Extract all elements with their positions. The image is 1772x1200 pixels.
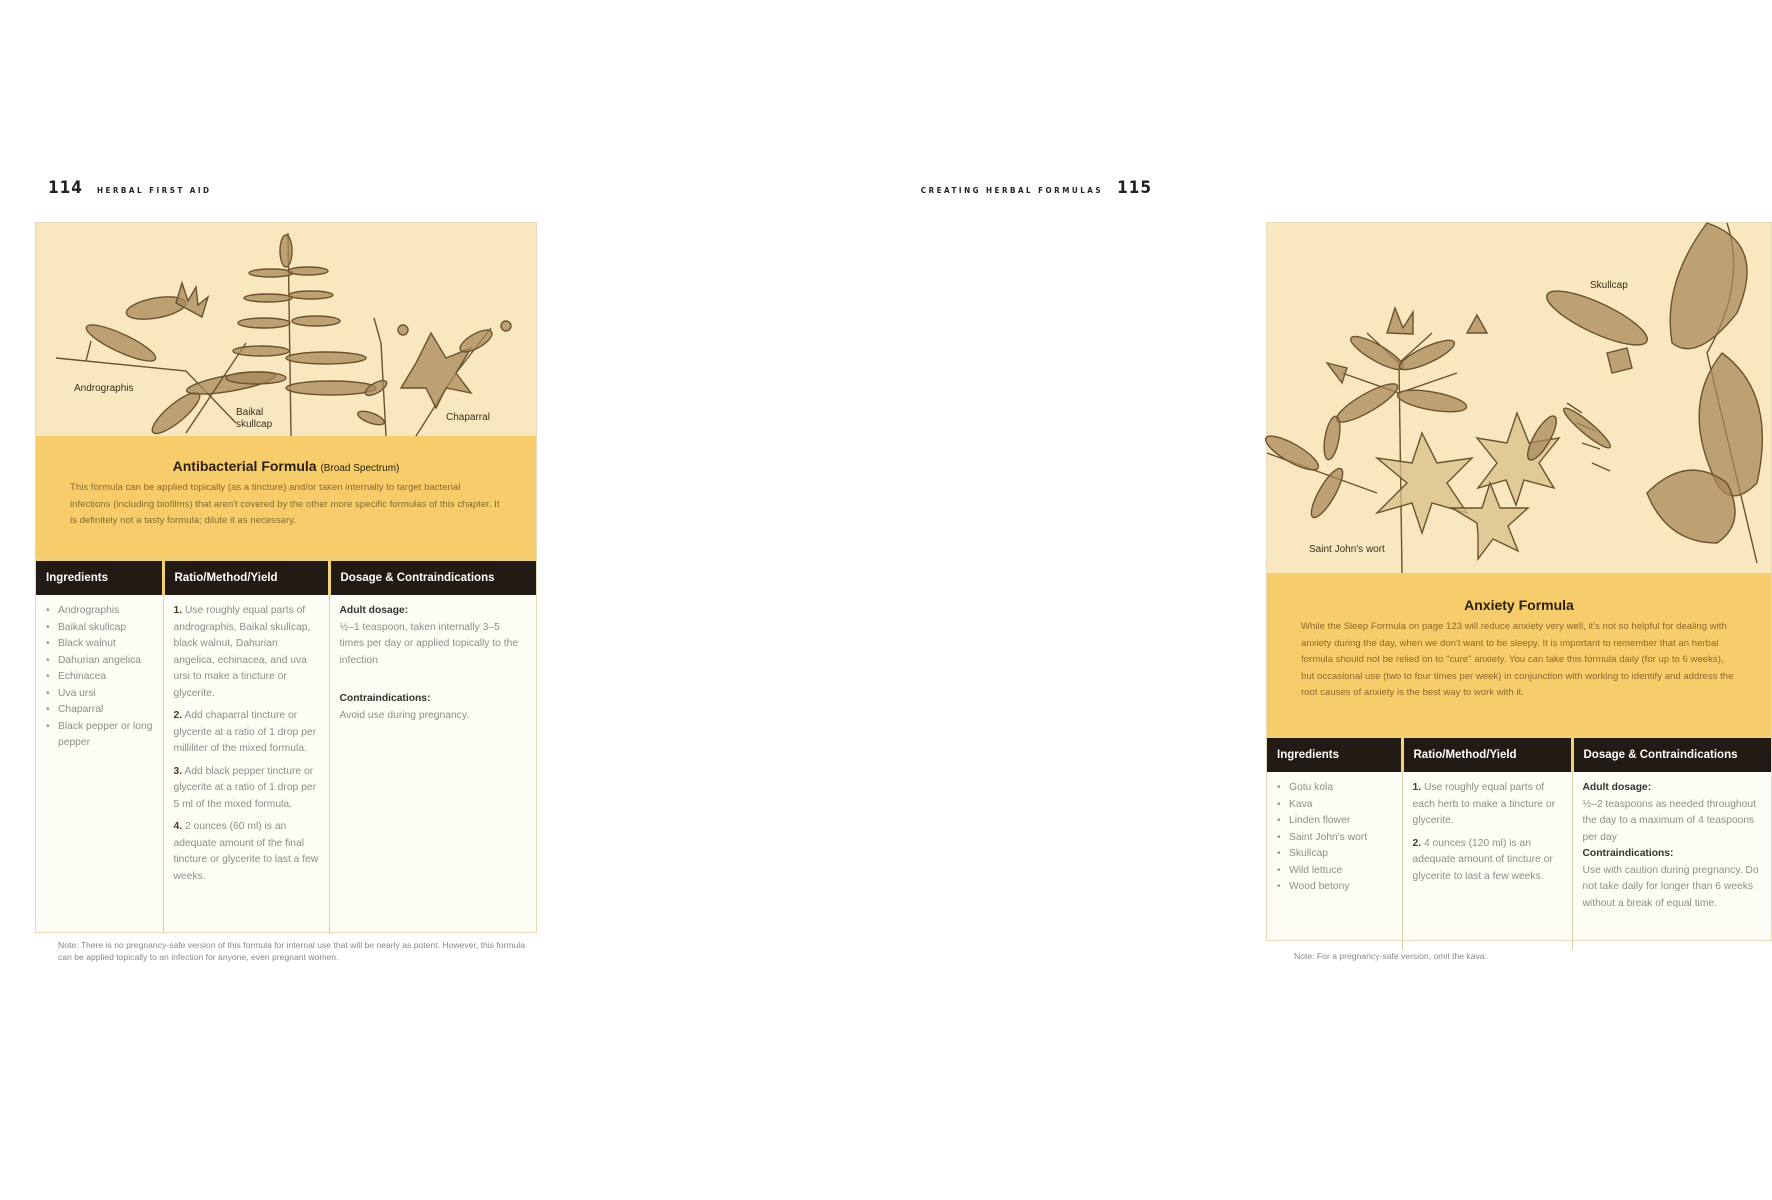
formula-table [36, 558, 536, 934]
botanical-illustration [36, 223, 536, 436]
method-step: 3. Add black pepper tincture or glycerite at a ratio of 1 drop per 5 ml of the mixed formula. [173, 765, 317, 810]
list-item: • Echinacea [46, 669, 153, 686]
method-step: 1. Use roughly equal parts of andrographis, Baikal skullcap, black walnut, Dahurian angelica, echinacea, and uva ursi to make a tincture or glycerite. [173, 605, 311, 699]
dosage-text: ½–2 teaspoons as needed throughout the day to a maximum of 4 teaspoons per day [1582, 798, 1756, 843]
list-item: • Baikal skullcap [46, 620, 153, 637]
column-header-ingredients: Ingredients [36, 560, 163, 596]
illustration-label: Saint John's wort [1309, 544, 1385, 555]
method-cell [1402, 772, 1572, 950]
column-header-ingredients: Ingredients [1267, 737, 1402, 773]
ingredients-cell [36, 595, 163, 934]
method-step: 2. 4 ounces (120 ml) is an adequate amount of tincture or glycerite to last a few weeks. [1412, 837, 1553, 882]
antibacterial-formula-card [35, 222, 537, 933]
list-item: • Wild lettuce [1277, 863, 1392, 880]
botanical-illustration [1267, 223, 1771, 573]
ingredients-list [46, 603, 153, 752]
list-item: • Saint John's wort [1277, 830, 1392, 847]
illustration-label: Chaparral [446, 412, 490, 423]
list-item: • Wood betony [1277, 879, 1392, 896]
list-item: • Black walnut [46, 636, 153, 653]
illustration-label: Skullcap [1590, 280, 1628, 291]
formula-subtitle: (Broad Spectrum) [320, 463, 400, 474]
anxiety-formula-card [1266, 222, 1772, 941]
method-step: 4. 2 ounces (60 ml) is an adequate amount of the final tincture or glycerite to last a few weeks. [173, 821, 319, 882]
list-item: • Kava [1277, 797, 1392, 814]
running-head-text: CREATING HERBAL FORMULAS [920, 186, 1104, 195]
dosage-cell [1572, 772, 1771, 950]
list-item: • Gotu kola [1277, 780, 1392, 797]
list-item: • Chaparral [46, 702, 153, 719]
dosage-text: ½–1 teaspoon, taken internally 3–5 times per day or applied topically to the infection [339, 621, 519, 666]
running-head-right [921, 178, 1152, 198]
dosage-label: Adult dosage: [1582, 782, 1652, 793]
column-header-ratio: Ratio/Method/Yield [163, 560, 329, 596]
formula-title: Anxiety Formula [1464, 597, 1574, 613]
footnote: Note: There is no pregnancy-safe version of this formula for internal use that will be nearly as potent. However, this formula can be applied topically to an infection for anyone, even pregnant women. [58, 940, 525, 962]
illustration-label: Andrographis [74, 383, 134, 394]
formula-title-text: Antibacterial Formula [172, 458, 317, 474]
plant-drawing-icon [1267, 223, 1771, 573]
formula-header-band [1267, 573, 1771, 735]
list-item: • Andrographis [46, 603, 153, 620]
list-item: • Skullcap [1277, 846, 1392, 863]
page-number: 115 [1117, 178, 1152, 198]
footnote: Note: For a pregnancy-safe version, omit the kava. [1294, 951, 1487, 961]
formula-header-band [36, 436, 536, 558]
method-step: 2. Add chaparral tincture or glycerite at a ratio of 1 drop per milliliter of the mixed formula. [173, 710, 317, 754]
column-header-dosage: Dosage & Contraindications [1572, 737, 1771, 773]
ingredients-list [1277, 780, 1392, 896]
formula-title [70, 458, 502, 474]
list-item: • Dahurian angelica [46, 653, 153, 670]
contraindications-text: Use with caution during pregnancy. Do not take daily for longer than 6 weeks without a break of equal time. [1582, 864, 1759, 909]
formula-description: This formula can be applied topically (as a tincture) and/or taken internally to target bacterial infections (including biofilms) that aren't covered by the other more specific formulas of this chapter. It is definitely not a tasty formula; dilute it as necessary. [70, 482, 500, 526]
dosage-cell [329, 595, 536, 934]
illustration-label: Baikal skullcap [236, 407, 273, 430]
running-head-text: HERBAL FIRST AID [96, 186, 212, 195]
formula-table [1267, 735, 1771, 950]
list-item: • Uva ursi [46, 686, 153, 703]
plant-drawing-icon [36, 223, 536, 436]
list-item: • Linden flower [1277, 813, 1392, 830]
dosage-label: Adult dosage: [339, 605, 409, 616]
page-number: 114 [48, 178, 83, 198]
column-header-ratio: Ratio/Method/Yield [1402, 737, 1572, 773]
running-head-left [48, 178, 212, 198]
formula-description: While the Sleep Formula on page 123 will reduce anxiety very well, it's not so helpful for dealing with anxiety during the day, when we don't want to be sleepy. It is important to remember that an herbal formula should not be relied on to "cure" anxiety. You can take this formula daily (for up to 6 weeks), but occasional use (two to four times per week) in conjunction with working to identify and address the root causes of anxiety is the best way to work with it. [1301, 621, 1734, 698]
method-cell [163, 595, 329, 934]
contraindications-text: Avoid use during pregnancy. [339, 709, 470, 721]
contraindications-label: Contraindications: [1582, 848, 1674, 859]
column-header-dosage: Dosage & Contraindications [329, 560, 536, 596]
contraindications-label: Contraindications: [339, 693, 431, 704]
list-item: • Black pepper or long pepper [46, 719, 153, 752]
method-step: 1. Use roughly equal parts of each herb to make a tincture or glycerite. [1412, 782, 1556, 826]
ingredients-cell [1267, 772, 1402, 950]
